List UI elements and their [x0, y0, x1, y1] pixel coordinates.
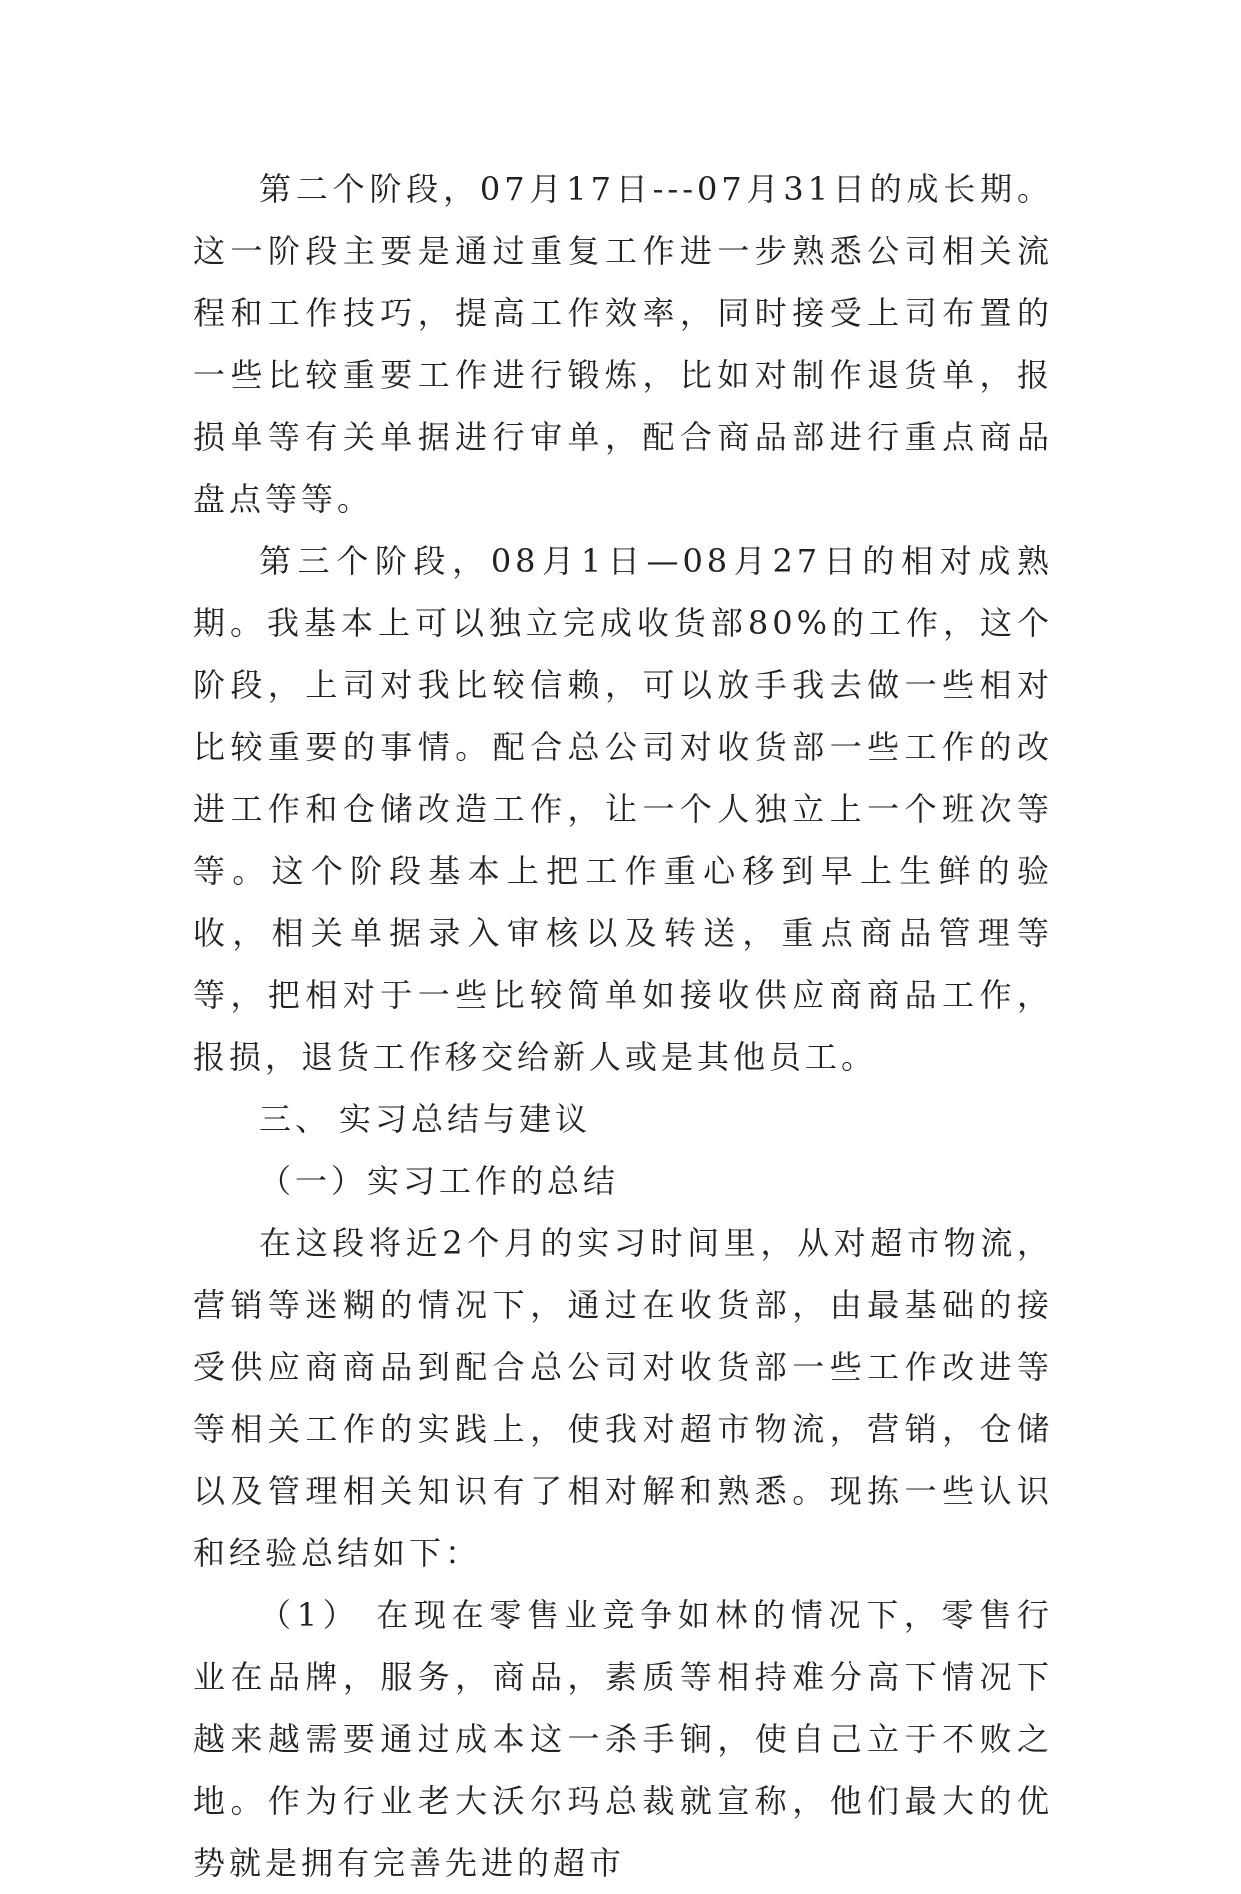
document-body: [193, 158, 1053, 1894]
section-number: 三、: [259, 1100, 332, 1138]
section-title: 实习总结与建议: [339, 1100, 592, 1138]
paragraph-stage-two: 第二个阶段，07月17日---07月31日的成长期。这一阶段主要是通过重复工作进一步熟悉公司相关流程和工作技巧，提高工作效率，同时接受上司布置的一些比较重要工作进行锻炼，比如对制作退货单，报损单等有关单据进行审单，配合商品部进行重点商品盘点等等。: [193, 170, 1053, 518]
paragraph-stage-three: 第三个阶段，08月1日—08月27日的相对成熟期。我基本上可以独立完成收货部80%的工作，这个阶段，上司对我比较信赖，可以放手我去做一些相对比较重要的事情。配合总公司对收货部一些工作的改进工作和仓储改造工作，让一个人独立上一个班次等等。这个阶段基本上把工作重心移到早上生鲜的验收，相关单据录入审核以及转送，重点商品管理等等，把相对于一些比较简单如接收供应商商品工作，报损，退货工作移交给新人或是其他员工。: [193, 542, 1053, 1076]
paragraph-point-one: （1） 在现在零售业竞争如林的情况下，零售行业在品牌，服务，商品，素质等相持难分高下情况下越来越需要通过成本这一杀手锏，使自己立于不败之地。作为行业老大沃尔玛总裁就宣称，他们最大的优势就是拥有完善先进的超市: [193, 1596, 1053, 1882]
section-heading: [193, 1088, 1053, 1150]
paragraph-summary-intro: 在这段将近2个月的实习时间里，从对超市物流，营销等迷糊的情况下，通过在收货部，由最基础的接受供应商商品到配合总公司对收货部一些工作改进等等相关工作的实践上，使我对超市物流，营销，仓储以及管理相关知识有了相对解和熟悉。现拣一些认识和经验总结如下：: [193, 1224, 1053, 1572]
subsection-heading: （一）实习工作的总结: [259, 1162, 620, 1200]
